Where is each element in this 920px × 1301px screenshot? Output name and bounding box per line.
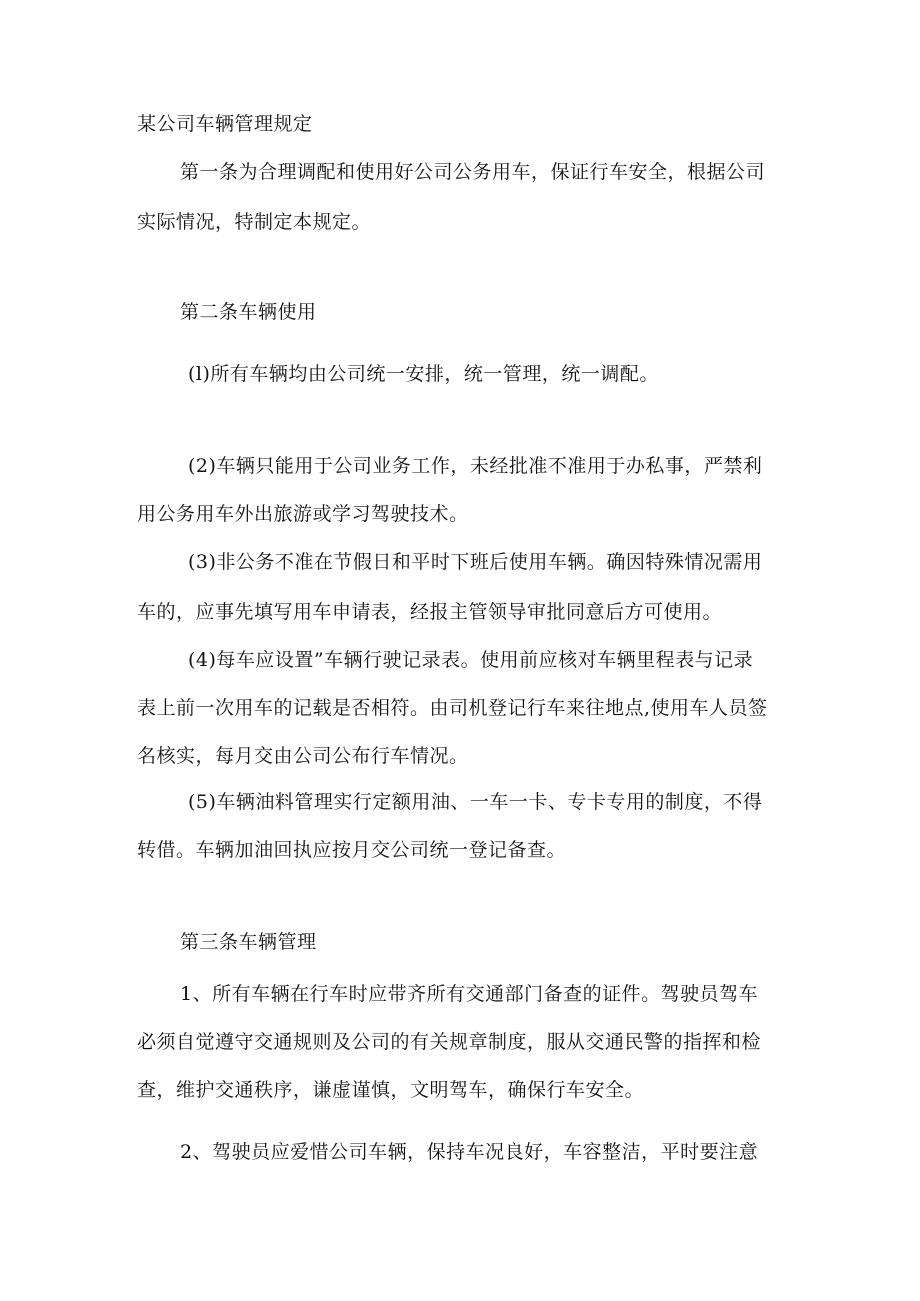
article-2-item-4-line-1: (4)每车应设置”车辆行驶记录表。使用前应核对车辆里程表与记录 <box>188 649 754 671</box>
article-2-item-3-line-2: 车的，应事先填写用车申请表，经报主管领导审批同意后方可使用。 <box>137 601 723 623</box>
document-title: 某公司车辆管理规定 <box>137 113 313 135</box>
article-1-line-2: 实际情况，特制定本规定。 <box>137 211 372 233</box>
article-2-heading: 第二条车辆使用 <box>180 301 317 323</box>
article-2-item-3-line-1: (3)非公务不准在节假日和平时下班后使用车辆。确因特殊情况需用 <box>188 551 763 573</box>
article-2-item-5-line-2: 转借。车辆加油回执应按月交公司统一登记备查。 <box>137 839 567 861</box>
article-2-item-2-line-2: 用公务用车外出旅游或学习驾驶技术。 <box>137 503 469 525</box>
article-2-item-5-line-1: (5)车辆油料管理实行定额用油、一车一卡、专卡专用的制度，不得 <box>188 791 763 813</box>
article-3-heading: 第三条车辆管理 <box>180 931 317 953</box>
article-2-item-4-line-2: 表上前一次用车的记载是否相符。由司机登记行车来往地点,使用车人员签 <box>137 697 768 719</box>
article-3-item-1-line-3: 查，维护交通秩序，谦虚谨慎，文明驾车，确保行车安全。 <box>137 1079 645 1101</box>
article-2-item-1: (l)所有车辆均由公司统一安排，统一管理，统一调配。 <box>188 363 659 385</box>
article-1-line-1: 第一条为合理调配和使用好公司公务用车，保证行车安全，根据公司 <box>180 161 766 183</box>
article-3-item-1-line-2: 必须自觉遵守交通规则及公司的有关规章制度，服从交通民警的指挥和检 <box>137 1031 762 1053</box>
article-2-item-2-line-1: (2)车辆只能用于公司业务工作，未经批准不准用于办私事，严禁利 <box>188 455 763 477</box>
article-3-item-1-line-1: 1、所有车辆在行车时应带齐所有交通部门备查的证件。驾驶员驾车 <box>180 983 759 1005</box>
article-3-item-2-line-1: 2、驾驶员应爱惜公司车辆，保持车况良好，车容整洁，平时要注意 <box>180 1141 759 1163</box>
article-2-item-4-line-3: 名核实，每月交由公司公布行车情况。 <box>137 745 469 767</box>
